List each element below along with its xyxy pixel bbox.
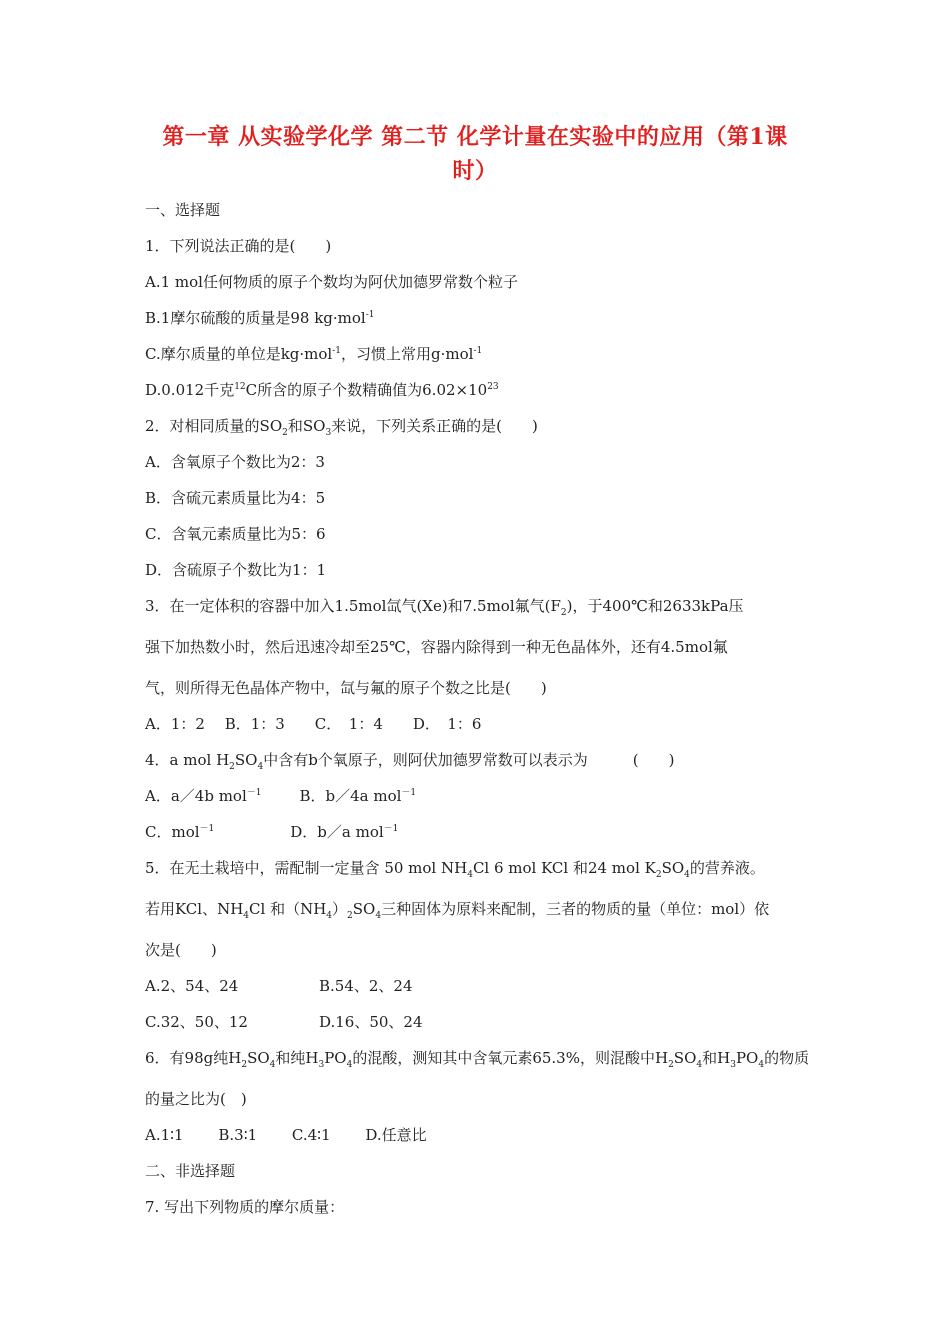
q1-option-a: A.1 mol任何物质的原子个数均为阿伏加德罗常数个粒子 xyxy=(145,273,518,291)
q5-option-c: C.32、50、12 xyxy=(145,1013,248,1031)
q4-stem: 4．a mol $H_2SO_4$中含有b个氧原子，则阿伏加德罗常数可以表示为 ( ) xyxy=(145,751,675,772)
q5-options-ab xyxy=(145,976,413,996)
q4-option-a: A．a／4b mol$^{-1}$ xyxy=(145,787,262,805)
q1-stem: 1．下列说法正确的是( ) xyxy=(145,237,332,255)
q2-option-c: C．含氧元素质量比为5：6 xyxy=(145,525,326,543)
q1-option-c: C.摩尔质量的单位是kg·mol$^{-1}$，习惯上常用g·mol$^{-1}$ xyxy=(145,345,483,363)
q6-options: A.1∶1 B.3∶1 C.4∶1 D.任意比 xyxy=(145,1126,427,1144)
q6-line-1: 6．有98g纯$H_2SO_4$和纯$H_3PO_4$的混酸，测知其中含氧元素65.3%，则混酸中$H_2SO_4$和$H_3PO_4$的物质 xyxy=(145,1049,810,1070)
q5-option-b: B.54、2、24 xyxy=(319,977,413,995)
q4-option-b: B．b／4a mol$^{-1}$ xyxy=(299,787,417,805)
q4-options-ab xyxy=(145,786,416,806)
page-title xyxy=(140,120,810,188)
q3-line-1: 3．在一定体积的容器中加入1.5mol氙气(Xe)和7.5mol氟气$(F_2)$，于400℃和2633kPa压 xyxy=(145,597,744,618)
q5-line-2: 若用KCl、$NH_4Cl$ 和$(NH_4)_2SO_4$三种固体为原料来配制，三者的物质的量（单位：mol）依 xyxy=(145,900,770,921)
section-heading-choice: 一、选择题 xyxy=(145,201,221,219)
q3-options: A．1：2 B．1：3 C． 1：4 D． 1：6 xyxy=(145,715,482,733)
q5-line-3: 次是( ) xyxy=(145,941,217,959)
q4-option-c: C．mol$^{-1}$ xyxy=(145,823,215,841)
q1-option-b: B.1摩尔硫酸的质量是98 kg·mol$^{-1}$ xyxy=(145,309,375,327)
q5-line-1: 5．在无土栽培中，需配制一定量含 50 mol $NH_4Cl$ 6 mol KCl 和24 mol $K_2SO_4$的营养液。 xyxy=(145,859,765,880)
title-line-1: 第一章 从实验学化学 第二节 化学计量在实验中的应用（第1课 xyxy=(162,124,788,150)
q2-option-b: B．含硫元素质量比为4：5 xyxy=(145,489,326,507)
q3-line-2: 强下加热数小时，然后迅速冷却至25℃，容器内除得到一种无色晶体外，还有4.5mol氟 xyxy=(145,638,728,656)
section-heading-nonchoice: 二、非选择题 xyxy=(145,1162,236,1180)
q2-stem: 2．对相同质量的$SO_2$和$SO_3$来说，下列关系正确的是( ) xyxy=(145,417,538,438)
q6-line-2: 的量之比为( ) xyxy=(145,1090,247,1108)
title-line-2: 时） xyxy=(452,158,498,184)
q5-option-a: A.2、54、24 xyxy=(145,977,239,995)
q7-stem: 7. 写出下列物质的摩尔质量： xyxy=(145,1198,345,1216)
q5-option-d: D.16、50、24 xyxy=(319,1013,423,1031)
q2-option-a: A．含氧原子个数比为2：3 xyxy=(145,453,325,471)
q1-option-d: D.0.012千克$^{12}$C所含的原子个数精确值为$6.02\times 10^{23}$ xyxy=(145,381,499,399)
q2-option-d: D．含硫原子个数比为1：1 xyxy=(145,561,327,579)
q5-options-cd xyxy=(145,1012,423,1032)
q3-line-3: 气，则所得无色晶体产物中，氙与氟的原子个数之比是( ) xyxy=(145,679,547,697)
q4-options-cd xyxy=(145,822,398,842)
q4-option-d: D．b／a mol$^{-1}$ xyxy=(290,823,399,841)
